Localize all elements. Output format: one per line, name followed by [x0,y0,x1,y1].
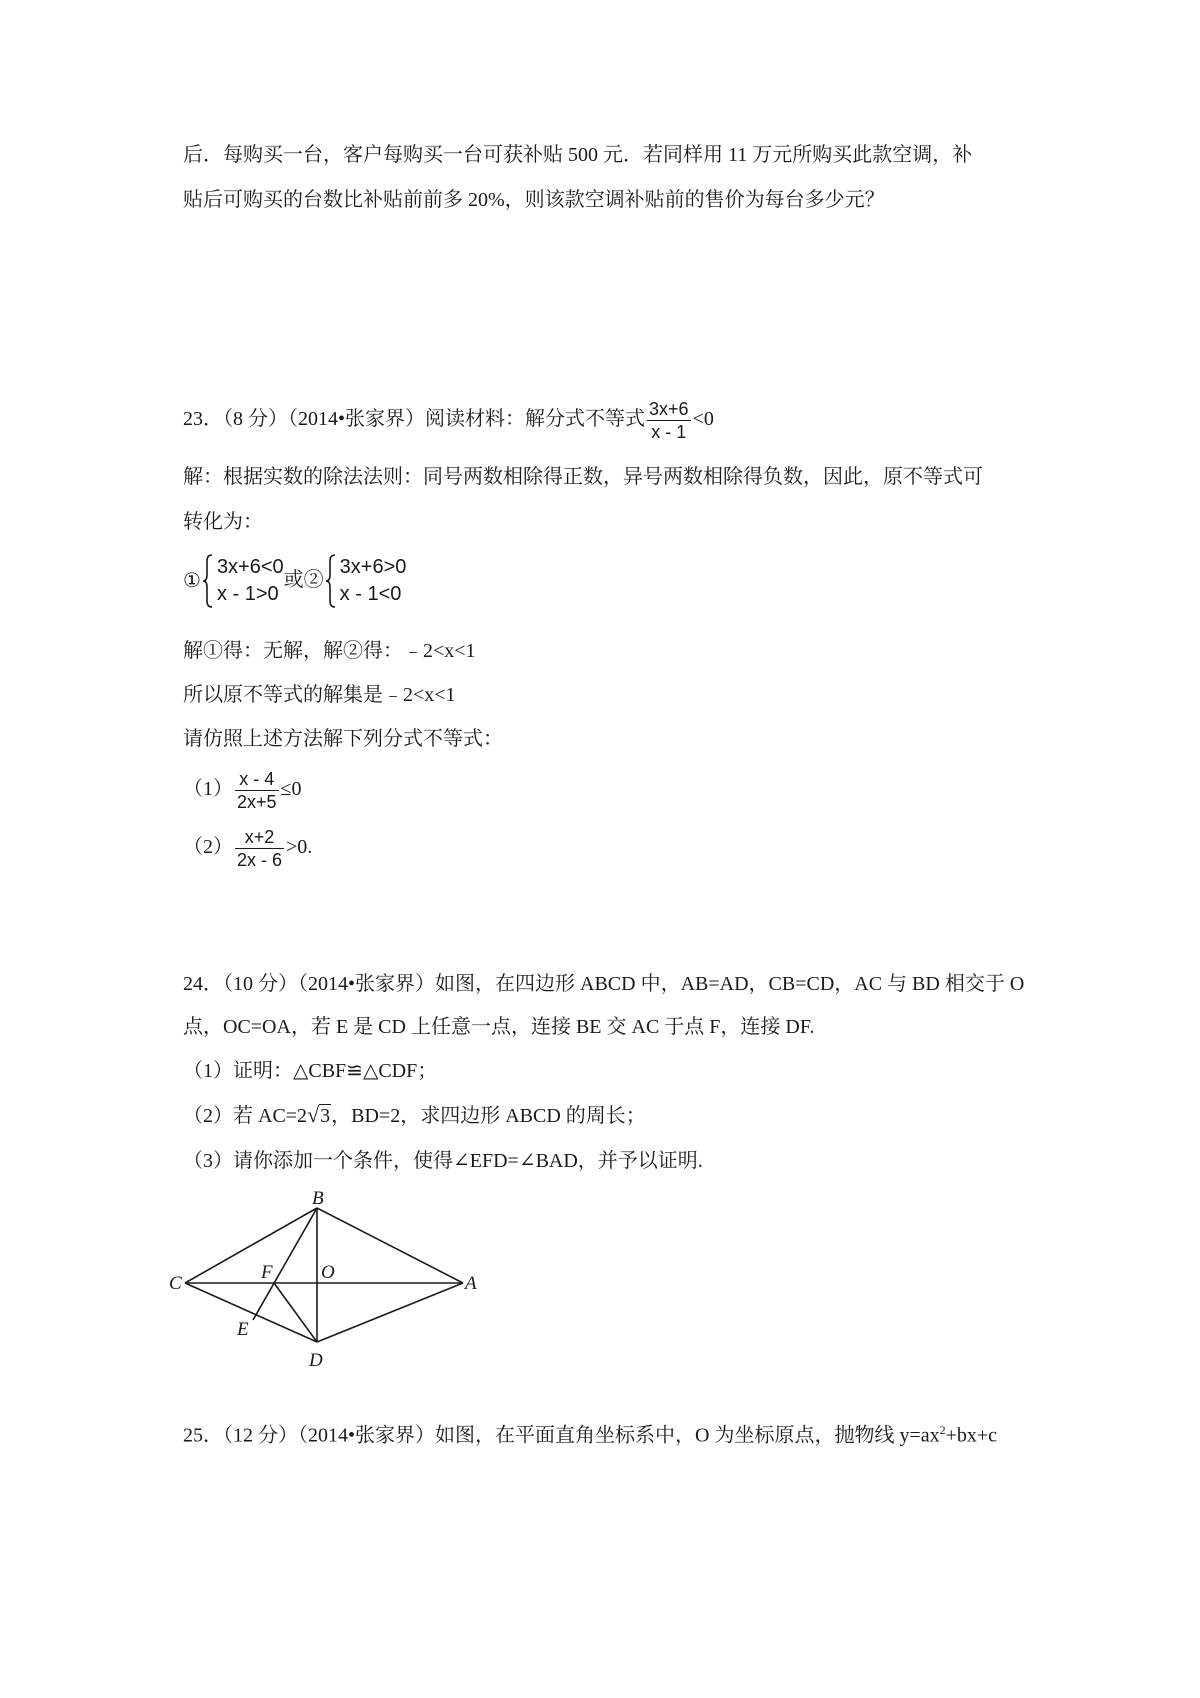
label-o: O [321,1262,335,1283]
q2-tail: >0. [286,836,313,858]
label-c: C [169,1273,182,1294]
case2-system [324,554,407,608]
p23-header [183,398,714,443]
p23-task: 请仿照上述方法解下列分式不等式： [183,728,503,750]
p23-case-systems [183,552,406,609]
p24-question3: （3）请你添加一个条件，使得∠EFD=∠BAD，并予以证明. [183,1150,703,1172]
fraction-numerator: x - 4 [235,768,279,791]
p22-line2: 贴后可购买的台数比补贴前前多 20%，则该款空调补贴前的售价为每台多少元？ [183,189,885,211]
segment-dc [185,1283,317,1342]
fraction-numerator: 3x+6 [649,399,689,419]
p23-result1: 解①得：无解，解②得：﹣2<x<1 [183,640,476,662]
p25-tail: +bx+c [945,1424,998,1447]
fraction-denominator: 2x+5 [237,791,277,812]
p24-line2: 点，OC=OA，若 E 是 CD 上任意一点，连接 BE 交 AC 于点 F，连接 DF. [183,1016,815,1038]
p24-line1: 24．（10 分）（2014•张家界）如图，在四边形 ABCD 中，AB=AD，CB=CD，AC 与 BD 相交于 O [183,973,1025,995]
q1-tail: ≤0 [280,778,302,800]
left-brace-icon [326,554,336,608]
label-b: B [312,1188,324,1209]
p23-question1 [183,765,302,813]
fraction-denominator: x - 1 [651,422,687,442]
p25-line1 [183,1416,997,1450]
p23-solution-line1: 解：根据实数的除法法则：同号两数相除得正数，异号两数相除得负数，因此，原不等式可 [183,466,983,488]
q1-label: （1） [183,778,233,800]
q1-fraction [235,768,279,813]
p23-result2: 所以原不等式的解集是﹣2<x<1 [183,684,456,706]
p23-question2 [183,823,312,871]
fraction-numerator: x+2 [235,826,284,849]
q2-fraction [235,826,284,871]
case2-row1: 3x+6>0 [339,556,407,579]
p23-solution-line2: 转化为： [183,511,263,533]
label-d: D [309,1350,323,1371]
p23-header-text: 23．（8 分）（2014•张家界）阅读材料：解分式不等式 [183,408,646,431]
p24-question1: （1）证明：△CBF≌△CDF； [183,1060,438,1082]
fraction-denominator: 2x - 6 [237,849,283,870]
q2-post: ，BD=2，求四边形 ABCD 的周长； [331,1105,646,1127]
p22-line1: 后．每购买一台，客户每购买一台可获补贴 500 元．若同样用 11 万元所购买此款空调，补 [183,144,973,166]
p25-text: 25．（12 分）（2014•张家界）如图，在平面直角坐标系中，O 为坐标原点，抛物线 y=ax [183,1424,940,1447]
quadrilateral-figure [169,1188,485,1372]
case1-row2: x - 1>0 [216,583,279,606]
case2-row2: x - 1<0 [339,583,402,606]
label-f: F [261,1262,273,1283]
q2-pre: （2）若 AC=2 [183,1105,308,1127]
segment-cb [185,1208,317,1283]
case1-label: ① [183,570,201,593]
exponent: 2 [939,1423,946,1437]
radicand: 3 [320,1105,331,1127]
q2-label: （2） [183,836,233,858]
p23-header-tail: <0 [692,408,714,431]
case1-row1: 3x+6<0 [216,556,284,579]
p24-question2 [183,1101,646,1130]
left-brace-icon [203,554,213,608]
segment-ad [317,1283,463,1342]
p23-header-fraction [647,398,691,443]
case1-system [183,553,284,609]
label-a: A [465,1273,477,1294]
label-e: E [237,1319,249,1340]
or-label: 或② [283,569,324,591]
sqrt-icon: √ [307,1102,320,1127]
segment-ba [317,1208,463,1283]
